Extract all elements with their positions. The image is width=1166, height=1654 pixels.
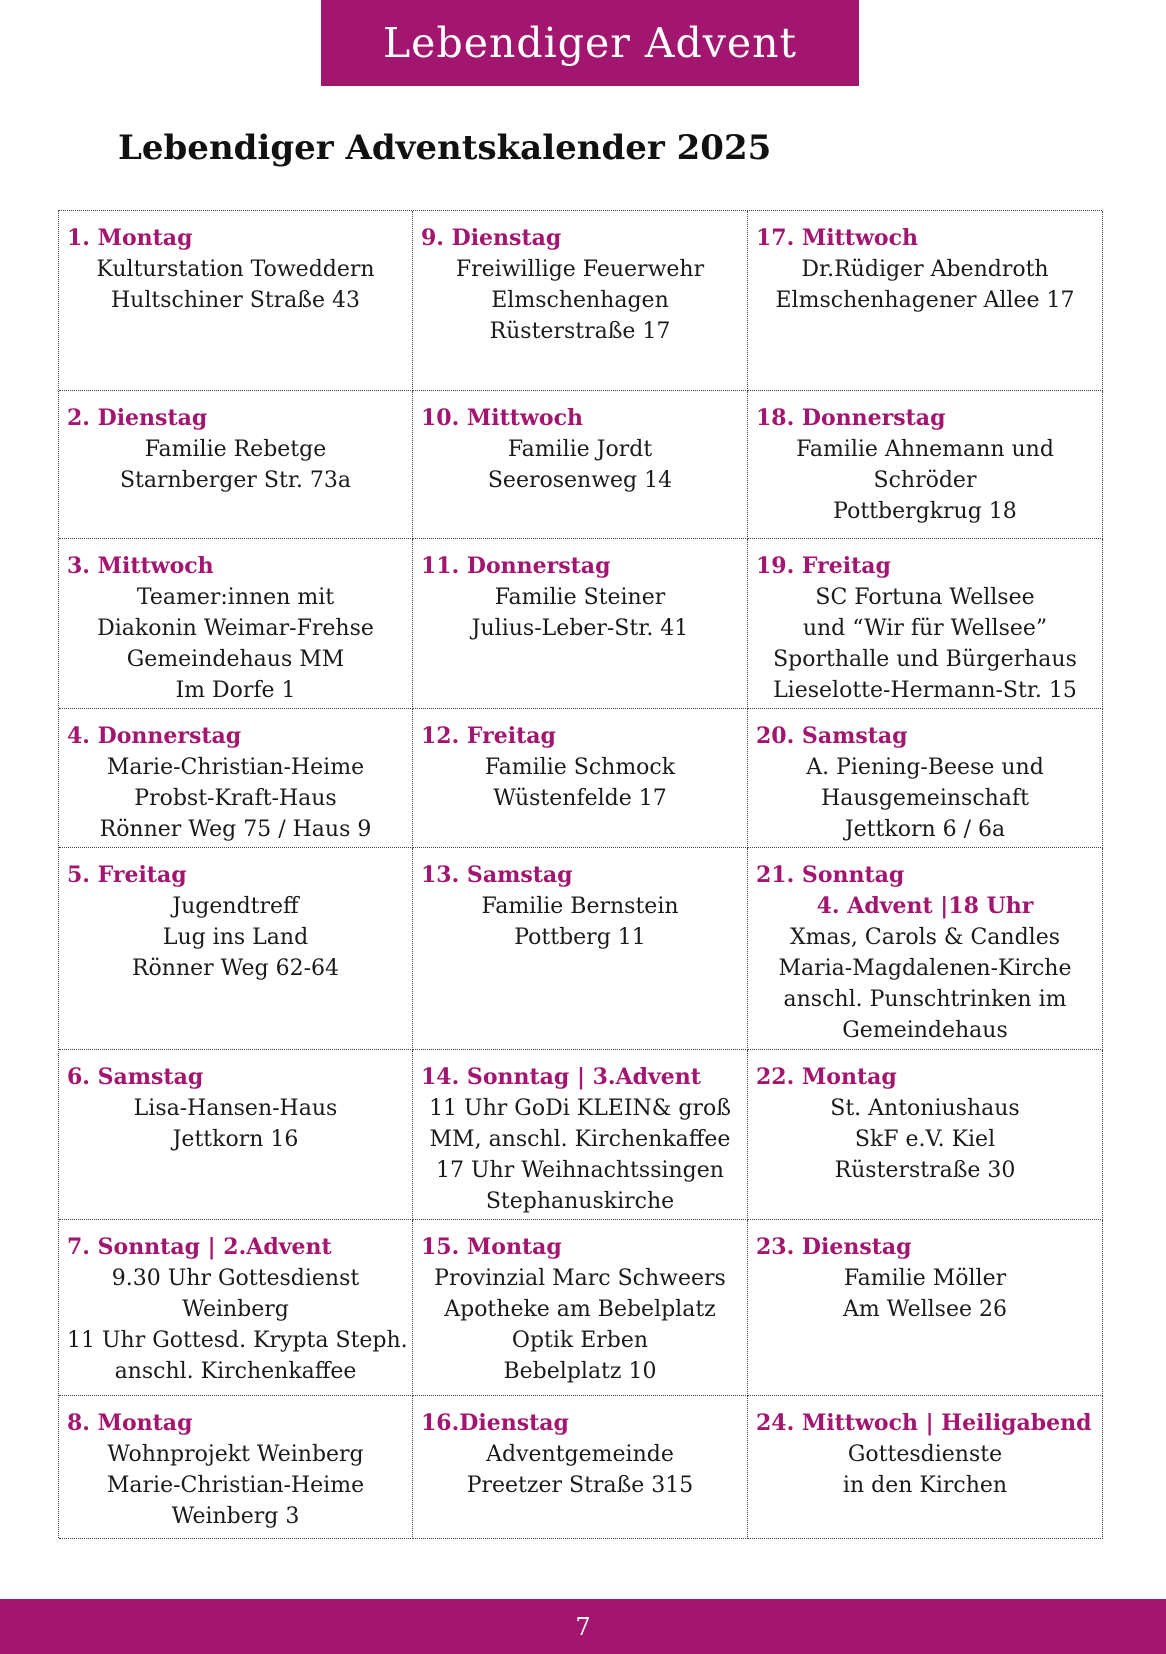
calendar-cell [413, 539, 748, 709]
calendar-cell [413, 391, 748, 539]
calendar-entry-line: Familie Rebetge [144, 437, 327, 462]
calendar-entry-line: Pottbergkrug 18 [833, 499, 1017, 524]
calendar-entry-line: Optik Erben [511, 1328, 649, 1353]
calendar-entry-line: MM, anschl. Kirchenkaffee [429, 1127, 731, 1152]
calendar-entry-line: Familie Bernstein [481, 894, 679, 919]
calendar-entry-line: anschl. Kirchenkaffee [114, 1359, 357, 1384]
header-banner [321, 0, 859, 86]
page-title: Lebendiger Adventskalender 2025 [118, 128, 772, 168]
calendar-entry-line: Am Wellsee 26 [843, 1297, 1007, 1322]
calendar-entry-line: Hultschiner Straße 43 [111, 288, 360, 313]
calendar-entry-line: Rönner Weg 75 / Haus 9 [99, 817, 372, 842]
calendar-day-label: 12. Freitag [421, 723, 556, 749]
calendar-entry-line: Diakonin Weimar-Frehse [97, 616, 374, 641]
calendar-entry-line: Freiwillige Feuerwehr [455, 257, 705, 282]
calendar-cell [59, 1220, 413, 1396]
calendar-entry-line: Dr.Rüdiger Abendroth [801, 257, 1049, 282]
calendar-cell [748, 848, 1103, 1050]
calendar-entry-line: und “Wir für Wellsee” [802, 616, 1048, 641]
calendar-day-label: 20. Samstag [756, 723, 908, 749]
calendar-cell [59, 709, 413, 848]
calendar-day-label: 5. Freitag [67, 862, 187, 888]
calendar-entry-line: Starnberger Str. 73a [119, 468, 352, 493]
calendar-entry-line: Marie-Christian-Heime [106, 1473, 365, 1498]
calendar-cell [748, 1050, 1103, 1220]
calendar-entry-line: Apotheke am Bebelplatz [444, 1297, 716, 1322]
calendar-cell [413, 848, 748, 1050]
advent-calendar-grid [58, 210, 1102, 1538]
calendar-cell [59, 848, 413, 1050]
footer-bar [0, 1599, 1166, 1654]
calendar-entry-line: Weinberg 3 [171, 1504, 300, 1529]
calendar-day-label: 3. Mittwoch [67, 553, 214, 579]
calendar-entry-line: Familie Schmock [484, 755, 676, 780]
calendar-cell [748, 211, 1103, 391]
calendar-entry-line: in den Kirchen [842, 1473, 1008, 1498]
calendar-cell [59, 1396, 413, 1539]
calendar-entry-line: Preetzer Straße 315 [466, 1473, 694, 1498]
calendar-day-label: 19. Freitag [756, 553, 891, 579]
calendar-entry-line: Lug ins Land [162, 925, 309, 950]
calendar-entry-line: Stephanuskirche [485, 1189, 675, 1214]
calendar-entry-line: Gemeindehaus [842, 1018, 1008, 1043]
calendar-entry-line: 11 Uhr GoDi KLEIN& groß [429, 1096, 731, 1121]
calendar-day-label: 6. Samstag [67, 1064, 204, 1090]
calendar-entry-line: Julius-Leber-Str. 41 [471, 616, 689, 641]
calendar-cell [59, 539, 413, 709]
calendar-entry-line: Maria-Magdalenen-Kirche [778, 956, 1072, 981]
calendar-entry-line: Rüsterstraße 30 [834, 1158, 1016, 1183]
calendar-entry-line: Teamer:innen mit [136, 585, 335, 610]
calendar-day-label: 17. Mittwoch [756, 225, 918, 251]
calendar-day-label: 9. Dienstag [421, 225, 562, 251]
calendar-cell [748, 539, 1103, 709]
calendar-entry-line: Xmas, Carols & Candles [789, 925, 1061, 950]
calendar-entry-line: 17 Uhr Weihnachtssingen [436, 1158, 724, 1183]
calendar-entry-line: Familie Jordt [507, 437, 653, 462]
calendar-entry-line: Jettkorn 16 [172, 1127, 299, 1152]
calendar-day-label: 14. Sonntag | 3.Advent [421, 1064, 701, 1090]
calendar-entry-line: Familie Möller [843, 1266, 1007, 1291]
calendar-cell [748, 391, 1103, 539]
calendar-entry-line: SC Fortuna Wellsee [815, 585, 1035, 610]
calendar-entry-line: St. Antoniushaus [830, 1096, 1020, 1121]
calendar-entry-line: Rönner Weg 62-64 [131, 956, 339, 981]
calendar-entry-line: Hausgemeinschaft [821, 786, 1029, 811]
calendar-cell [59, 391, 413, 539]
calendar-cell [748, 1220, 1103, 1396]
banner-title: Lebendiger Advent [382, 19, 798, 67]
calendar-day-label: 22. Montag [756, 1064, 897, 1090]
calendar-cell [748, 709, 1103, 848]
calendar-cell [59, 1050, 413, 1220]
calendar-cell [748, 1396, 1103, 1539]
calendar-entry-line: Elmschenhagen [491, 288, 669, 313]
calendar-entry-line: Lisa-Hansen-Haus [133, 1096, 338, 1121]
calendar-entry-line: Marie-Christian-Heime [106, 755, 365, 780]
calendar-entry-line: A. Piening-Beese und [806, 755, 1044, 780]
calendar-entry-line: SkF e.V. Kiel [854, 1127, 996, 1152]
calendar-entry-line: Gottesdienste [847, 1442, 1003, 1467]
calendar-day-label: 23. Dienstag [756, 1234, 912, 1260]
calendar-highlight-line: 4. Advent |18 Uhr [816, 893, 1034, 919]
calendar-day-label: 8. Montag [67, 1410, 193, 1436]
calendar-cell [413, 1220, 748, 1396]
calendar-entry-line: Probst-Kraft-Haus [134, 786, 337, 811]
calendar-cell [413, 1050, 748, 1220]
calendar-entry-line: Adventgemeinde [486, 1442, 674, 1467]
calendar-entry-line: Schröder [873, 468, 977, 493]
calendar-entry-line: Seerosenweg 14 [487, 468, 673, 493]
calendar-entry-line: 11 Uhr Gottesd. Krypta Steph. [67, 1328, 408, 1353]
calendar-day-label: 18. Donnerstag [756, 405, 946, 431]
calendar-entry-line: Kulturstation Toweddern [96, 257, 375, 282]
calendar-day-label: 2. Dienstag [67, 405, 208, 431]
calendar-entry-line: Jettkorn 6 / 6a [844, 817, 1006, 842]
calendar-day-label: 13. Samstag [421, 862, 573, 888]
calendar-entry-line: anschl. Punschtrinken im [783, 987, 1067, 1012]
page-number: 7 [575, 1612, 591, 1641]
calendar-entry-line: Wohnprojekt Weinberg [107, 1442, 364, 1467]
calendar-entry-line: Weinberg [182, 1297, 289, 1322]
calendar-cell [59, 211, 413, 391]
calendar-entry-line: Im Dorfe 1 [175, 678, 296, 703]
calendar-entry-line: Lieselotte-Hermann-Str. 15 [773, 678, 1077, 703]
calendar-entry-line: Wüstenfelde 17 [493, 786, 667, 811]
calendar-day-label: 7. Sonntag | 2.Advent [67, 1234, 332, 1260]
calendar-entry-line: Rüsterstraße 17 [489, 319, 671, 344]
calendar-day-label: 11. Donnerstag [421, 553, 611, 579]
calendar-day-label: 16.Dienstag [421, 1410, 569, 1436]
calendar-cell [413, 709, 748, 848]
calendar-entry-line: Sporthalle und Bürgerhaus [773, 647, 1077, 672]
calendar-entry-line: Familie Steiner [494, 585, 666, 610]
calendar-day-label: 15. Montag [421, 1234, 562, 1260]
calendar-entry-line: Familie Ahnemann und [796, 437, 1054, 462]
calendar-day-label: 24. Mittwoch | Heiligabend [756, 1410, 1092, 1436]
calendar-day-label: 10. Mittwoch [421, 405, 583, 431]
calendar-entry-line: Bebelplatz 10 [503, 1359, 657, 1384]
calendar-entry-line: Jugendtreff [172, 894, 299, 919]
calendar-day-label: 4. Donnerstag [67, 723, 242, 749]
calendar-entry-line: 9.30 Uhr Gottesdienst [111, 1266, 360, 1291]
calendar-entry-line: Pottberg 11 [514, 925, 646, 950]
calendar-entry-line: Provinzial Marc Schweers [434, 1266, 726, 1291]
calendar-cell [413, 211, 748, 391]
calendar-day-label: 1. Montag [67, 225, 193, 251]
calendar-day-label: 21. Sonntag [756, 862, 905, 888]
calendar-entry-line: Gemeindehaus MM [126, 647, 345, 672]
calendar-entry-line: Elmschenhagener Allee 17 [775, 288, 1075, 313]
calendar-cell [413, 1396, 748, 1539]
